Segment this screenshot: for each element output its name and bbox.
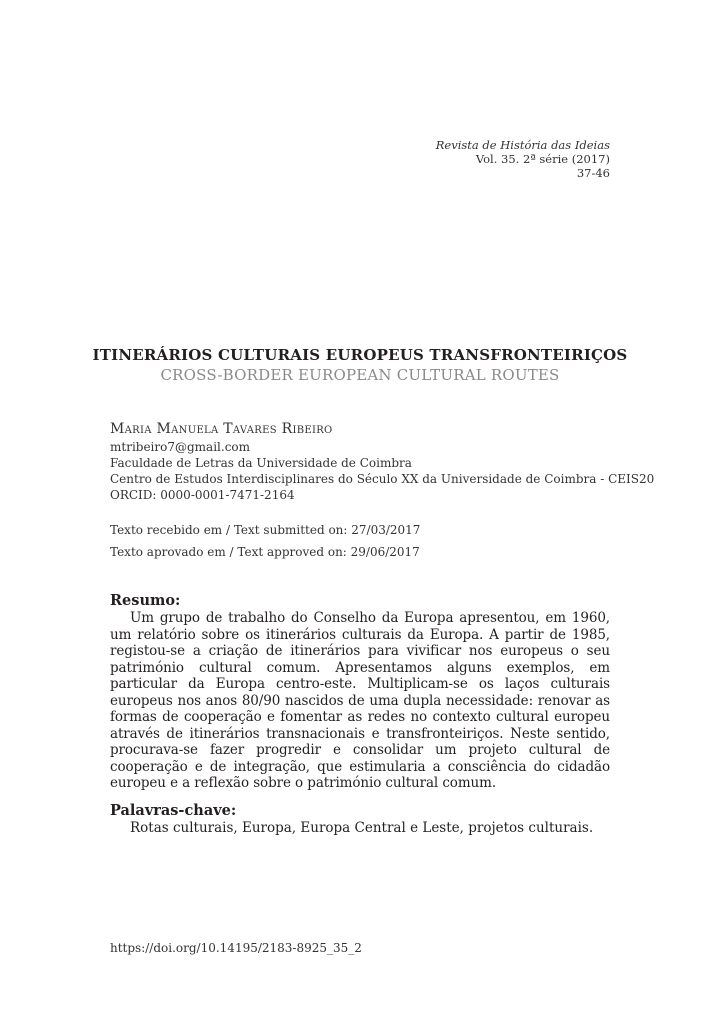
journal-info (436, 138, 610, 180)
author-name: Maria Manuela Tavares Ribeiro (110, 421, 333, 437)
keywords-heading: Palavras-chave: (110, 802, 237, 819)
author-affiliation-2: Centro de Estudos Interdisciplinares do Século XX da Universidade de Coimbra - CEIS20 (110, 472, 655, 486)
abstract-section (110, 592, 610, 792)
date-approved: Texto aprovado em / Text approved on: 29/06/2017 (110, 545, 420, 559)
keywords-section (110, 802, 610, 837)
article-titles (0, 345, 720, 385)
author-block (110, 421, 654, 503)
abstract-heading: Resumo: (110, 592, 181, 609)
author-email: mtribeiro7@gmail.com (110, 440, 251, 454)
keywords-text: Rotas culturais, Europa, Europa Central e Leste, projetos culturais. (130, 820, 594, 836)
journal-name: Revista de História das Ideias (435, 138, 610, 152)
abstract-text: Um grupo de trabalho do Conselho da Europa apresentou, em 1960, um relatório sobre os itinerários culturais da Europa. A partir de 1985, registou-se a criação de itinerários para vivificar nos europeus o seu património cultural comum. Apresentamos alguns exemplos, em particular da Europa centro-este. Multiplicam-se os laços culturais europeus nos anos 80/90 nascidos de uma dupla necessidade: renovar as formas de cooperação e fomentar as redes no contexto cultural europeu através de itinerários transnacionais e transfronteiriços. Neste sentido, procurava-se fazer progredir e consolidar um projeto cultural de cooperação e de integração, que estimularia a consciência do cidadão europeu e a reflexão sobre o património cultural comum. (110, 610, 610, 791)
date-received: Texto recebido em / Text submitted on: 27/03/2017 (110, 523, 421, 537)
submission-dates (110, 519, 420, 563)
author-orcid: ORCID: 0000-0001-7471-2164 (110, 488, 295, 502)
title-english: CROSS-BORDER EUROPEAN CULTURAL ROUTES (160, 366, 560, 384)
journal-pages: 37-46 (576, 166, 610, 180)
journal-volume: Vol. 35. 2ª série (2017) (475, 152, 610, 166)
doi-link[interactable]: https://doi.org/10.14195/2183-8925_35_2 (110, 941, 362, 955)
author-affiliation-1: Faculdade de Letras da Universidade de Coimbra (110, 456, 412, 470)
title-portuguese: ITINERÁRIOS CULTURAIS EUROPEUS TRANSFRONTEIRIÇOS (92, 346, 628, 364)
